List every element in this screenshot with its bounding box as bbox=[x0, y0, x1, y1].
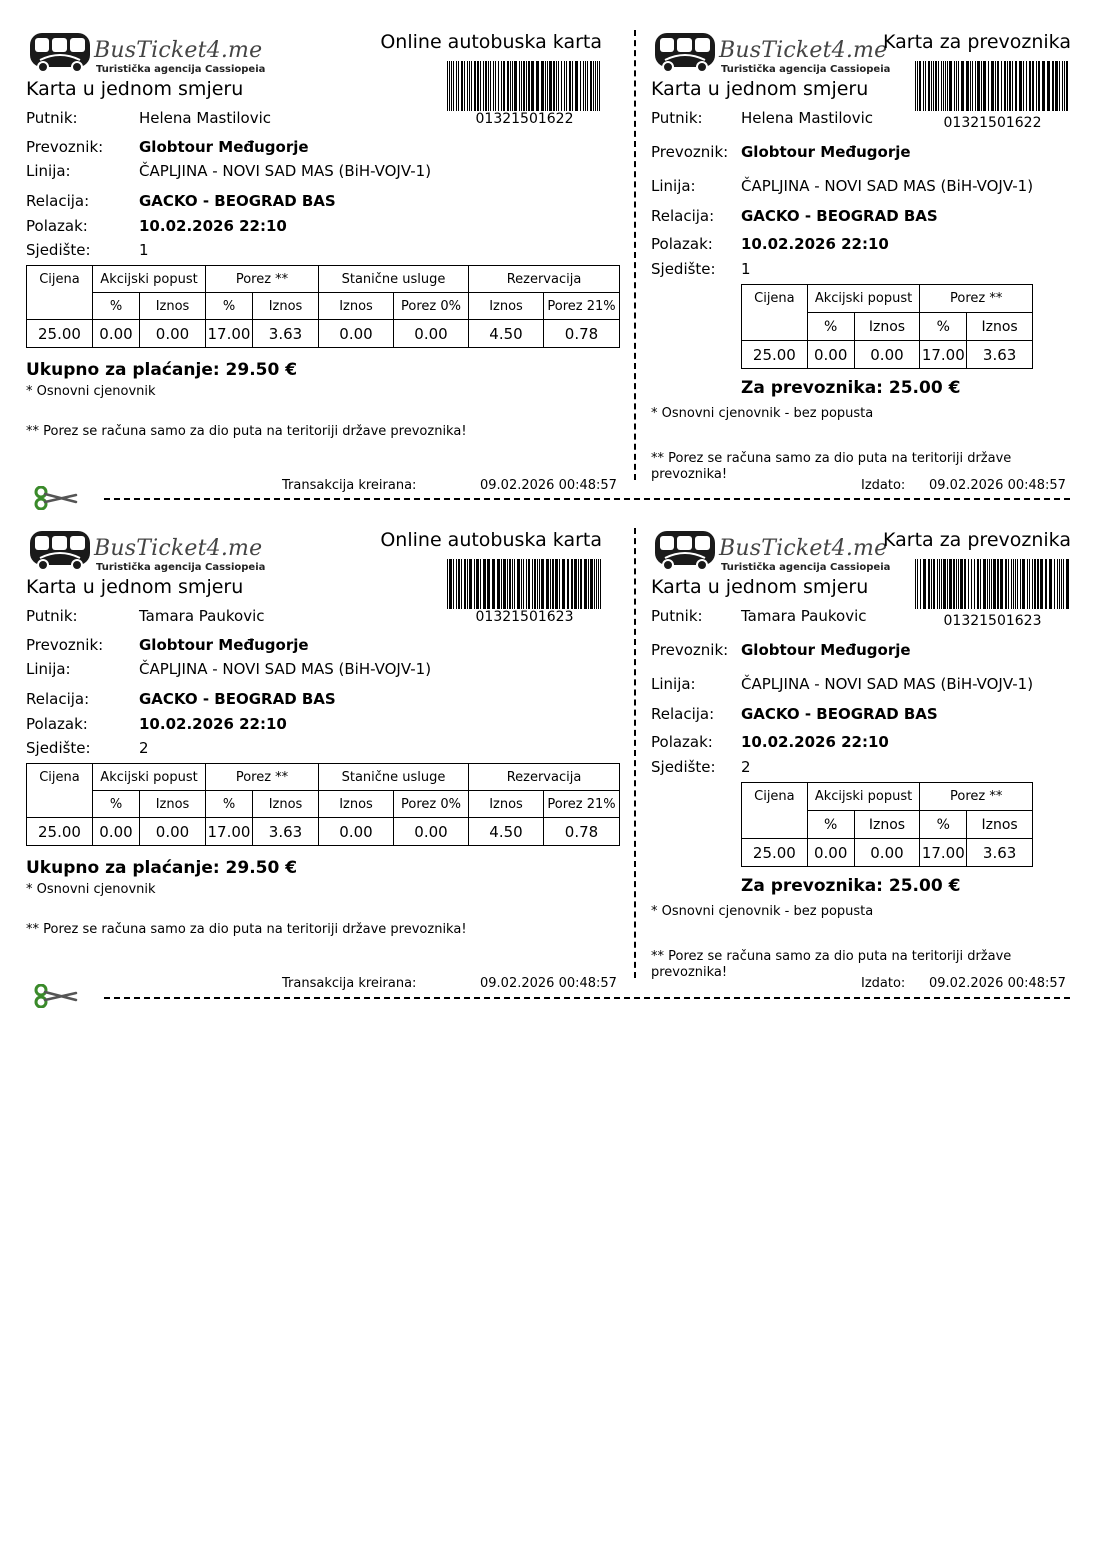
seat-number: 2 bbox=[139, 739, 149, 757]
departure-time: 10.02.2026 22:10 bbox=[741, 235, 889, 253]
col-popust-pct: % bbox=[807, 811, 854, 839]
note-tax: ** Porez se računa samo za dio puta na teritoriji države prevoznika! bbox=[651, 451, 1012, 482]
col-porez: Porez ** bbox=[920, 285, 1033, 313]
col-porez: Porez ** bbox=[206, 764, 319, 791]
price-cijena: 25.00 bbox=[27, 320, 93, 348]
label-prevoznik: Prevoznik: bbox=[651, 641, 729, 659]
price-stanicne-porez0: 0.00 bbox=[394, 818, 469, 846]
passenger-name: Tamara Paukovic bbox=[139, 607, 265, 625]
carrier-name: Globtour Međugorje bbox=[741, 641, 911, 659]
issued-time: 09.02.2026 00:48:57 bbox=[929, 478, 1066, 493]
bus-icon bbox=[653, 30, 717, 74]
col-rezervacija: Rezervacija bbox=[469, 266, 620, 293]
col-cijena: Cijena bbox=[742, 783, 808, 839]
col-stanicne-iznos: Iznos bbox=[319, 791, 394, 818]
col-rezervacija-iznos: Iznos bbox=[469, 791, 544, 818]
line-name: ČAPLJINA - NOVI SAD MAS (BiH-VOJV-1) bbox=[741, 177, 1034, 195]
barcode-number: 01321501622 bbox=[943, 115, 1042, 131]
label-putnik: Putnik: bbox=[651, 607, 703, 625]
label-putnik: Putnik: bbox=[651, 109, 703, 127]
note-pricelist: * Osnovni cjenovnik - bez popusta bbox=[651, 904, 874, 919]
passenger-ticket bbox=[26, 528, 620, 1018]
bus-icon bbox=[28, 528, 92, 572]
price-rezervacija-porez21: 0.78 bbox=[544, 818, 620, 846]
ticket-title: Online autobuska karta bbox=[380, 31, 602, 53]
price-popust-pct: 0.00 bbox=[93, 320, 140, 348]
col-stanicne-porez0: Porez 0% bbox=[394, 293, 469, 320]
ticket-row bbox=[0, 30, 1107, 528]
price-porez-pct: 17.00 bbox=[920, 839, 967, 867]
brand-logo bbox=[653, 30, 891, 76]
ticket-title: Online autobuska karta bbox=[380, 529, 602, 551]
brand-logo bbox=[653, 528, 891, 574]
note-tax: ** Porez se računa samo za dio puta na teritoriji države prevoznika! bbox=[26, 424, 467, 439]
col-rezervacija-porez21: Porez 21% bbox=[544, 791, 620, 818]
col-cijena: Cijena bbox=[27, 266, 93, 320]
label-issued: Izdato: bbox=[861, 478, 906, 493]
col-popust-pct: % bbox=[93, 293, 140, 320]
brand-name: BusTicket4.me bbox=[719, 536, 888, 561]
col-popust-iznos: Iznos bbox=[140, 293, 206, 320]
price-rezervacija-porez21: 0.78 bbox=[544, 320, 620, 348]
label-putnik: Putnik: bbox=[26, 109, 78, 127]
price-rezervacija-iznos: 4.50 bbox=[469, 320, 544, 348]
label-polazak: Polazak: bbox=[651, 733, 713, 751]
price-cijena: 25.00 bbox=[742, 839, 808, 867]
label-prevoznik: Prevoznik: bbox=[26, 138, 104, 156]
passenger-name: Helena Mastilovic bbox=[741, 109, 874, 127]
price-stanicne-iznos: 0.00 bbox=[319, 320, 394, 348]
transaction-time: 09.02.2026 00:48:57 bbox=[480, 478, 617, 493]
price-porez-iznos: 3.63 bbox=[253, 818, 319, 846]
horizontal-cut-line bbox=[104, 498, 1070, 500]
departure-time: 10.02.2026 22:10 bbox=[139, 217, 287, 235]
brand-agency: Turistička agencija Cassiopeia bbox=[96, 562, 266, 573]
label-transaction: Transakcija kreirana: bbox=[282, 976, 417, 991]
col-cijena: Cijena bbox=[742, 285, 808, 341]
note-tax: ** Porez se računa samo za dio puta na teritoriji države prevoznika! bbox=[651, 949, 1012, 980]
col-porez-pct: % bbox=[920, 811, 967, 839]
col-rezervacija: Rezervacija bbox=[469, 764, 620, 791]
transaction-time: 09.02.2026 00:48:57 bbox=[480, 976, 617, 991]
price-cijena: 25.00 bbox=[742, 341, 808, 369]
barcode-number: 01321501622 bbox=[475, 111, 574, 127]
carrier-ticket bbox=[651, 528, 1071, 1018]
bus-icon bbox=[653, 528, 717, 572]
barcode bbox=[447, 61, 602, 111]
line-name: ČAPLJINA - NOVI SAD MAS (BiH-VOJV-1) bbox=[741, 675, 1034, 693]
col-stanicne-usluge: Stanične usluge bbox=[319, 266, 469, 293]
label-linija: Linija: bbox=[651, 177, 696, 195]
scissors-icon bbox=[34, 486, 78, 510]
col-popust-pct: % bbox=[93, 791, 140, 818]
passenger-name: Helena Mastilovic bbox=[139, 109, 272, 127]
carrier-name: Globtour Međugorje bbox=[139, 138, 309, 156]
label-relacija: Relacija: bbox=[651, 705, 715, 723]
price-rezervacija-iznos: 4.50 bbox=[469, 818, 544, 846]
label-prevoznik: Prevoznik: bbox=[651, 143, 729, 161]
price-porez-iznos: 3.63 bbox=[967, 839, 1033, 867]
barcode-number: 01321501623 bbox=[943, 613, 1042, 629]
carrier-name: Globtour Međugorje bbox=[741, 143, 911, 161]
price-popust-pct: 0.00 bbox=[807, 839, 854, 867]
line-name: ČAPLJINA - NOVI SAD MAS (BiH-VOJV-1) bbox=[139, 660, 432, 678]
price-table bbox=[26, 763, 620, 846]
label-relacija: Relacija: bbox=[26, 690, 90, 708]
departure-time: 10.02.2026 22:10 bbox=[741, 733, 889, 751]
price-porez-pct: 17.00 bbox=[920, 341, 967, 369]
price-cijena: 25.00 bbox=[27, 818, 93, 846]
route-name: GACKO - BEOGRAD BAS bbox=[741, 705, 938, 723]
brand-agency: Turistička agencija Cassiopeia bbox=[721, 64, 891, 75]
seat-number: 1 bbox=[139, 241, 149, 259]
col-akcijski-popust: Akcijski popust bbox=[807, 285, 920, 313]
price-stanicne-iznos: 0.00 bbox=[319, 818, 394, 846]
label-prevoznik: Prevoznik: bbox=[26, 636, 104, 654]
col-porez-iznos: Iznos bbox=[967, 313, 1033, 341]
vertical-cut-line bbox=[634, 30, 636, 480]
brand-agency: Turistička agencija Cassiopeia bbox=[721, 562, 891, 573]
route-name: GACKO - BEOGRAD BAS bbox=[139, 192, 336, 210]
ticket-type: Karta u jednom smjeru bbox=[651, 576, 869, 598]
label-sjediste: Sjedište: bbox=[26, 739, 91, 757]
label-putnik: Putnik: bbox=[26, 607, 78, 625]
price-table bbox=[741, 782, 1033, 867]
col-porez: Porez ** bbox=[206, 266, 319, 293]
note-pricelist: * Osnovni cjenovnik bbox=[26, 384, 156, 399]
price-popust-iznos: 0.00 bbox=[854, 839, 920, 867]
seat-number: 2 bbox=[741, 758, 751, 776]
route-name: GACKO - BEOGRAD BAS bbox=[741, 207, 938, 225]
note-pricelist: * Osnovni cjenovnik bbox=[26, 882, 156, 897]
brand-name: BusTicket4.me bbox=[94, 536, 263, 561]
ticket-row bbox=[0, 528, 1107, 1026]
label-sjediste: Sjedište: bbox=[651, 758, 716, 776]
price-porez-pct: 17.00 bbox=[206, 818, 253, 846]
line-name: ČAPLJINA - NOVI SAD MAS (BiH-VOJV-1) bbox=[139, 162, 432, 180]
label-issued: Izdato: bbox=[861, 976, 906, 991]
table-row bbox=[27, 320, 620, 348]
col-porez-pct: % bbox=[206, 293, 253, 320]
col-popust-pct: % bbox=[807, 313, 854, 341]
carrier-amount: Za prevoznika: 25.00 € bbox=[741, 876, 961, 896]
ticket-type: Karta u jednom smjeru bbox=[651, 78, 869, 100]
carrier-amount: Za prevoznika: 25.00 € bbox=[741, 378, 961, 398]
label-relacija: Relacija: bbox=[651, 207, 715, 225]
table-row bbox=[742, 839, 1033, 867]
label-polazak: Polazak: bbox=[26, 217, 88, 235]
price-popust-iznos: 0.00 bbox=[854, 341, 920, 369]
brand-name: BusTicket4.me bbox=[94, 38, 263, 63]
label-polazak: Polazak: bbox=[651, 235, 713, 253]
label-sjediste: Sjedište: bbox=[651, 260, 716, 278]
col-porez-pct: % bbox=[206, 791, 253, 818]
col-cijena: Cijena bbox=[27, 764, 93, 818]
price-table bbox=[741, 284, 1033, 369]
col-akcijski-popust: Akcijski popust bbox=[93, 266, 206, 293]
seat-number: 1 bbox=[741, 260, 751, 278]
col-popust-iznos: Iznos bbox=[140, 791, 206, 818]
col-rezervacija-porez21: Porez 21% bbox=[544, 293, 620, 320]
col-porez: Porez ** bbox=[920, 783, 1033, 811]
price-porez-pct: 17.00 bbox=[206, 320, 253, 348]
col-porez-iznos: Iznos bbox=[253, 791, 319, 818]
col-stanicne-iznos: Iznos bbox=[319, 293, 394, 320]
vertical-cut-line bbox=[634, 528, 636, 978]
col-porez-iznos: Iznos bbox=[967, 811, 1033, 839]
col-popust-iznos: Iznos bbox=[854, 313, 920, 341]
price-porez-iznos: 3.63 bbox=[253, 320, 319, 348]
brand-logo bbox=[28, 528, 266, 574]
carrier-name: Globtour Međugorje bbox=[139, 636, 309, 654]
col-popust-iznos: Iznos bbox=[854, 811, 920, 839]
route-name: GACKO - BEOGRAD BAS bbox=[139, 690, 336, 708]
barcode bbox=[447, 559, 602, 609]
price-table bbox=[26, 265, 620, 348]
brand-name: BusTicket4.me bbox=[719, 38, 888, 63]
price-popust-pct: 0.00 bbox=[807, 341, 854, 369]
price-popust-pct: 0.00 bbox=[93, 818, 140, 846]
note-tax: ** Porez se računa samo za dio puta na teritoriji države prevoznika! bbox=[26, 922, 467, 937]
price-porez-iznos: 3.63 bbox=[967, 341, 1033, 369]
table-row bbox=[27, 818, 620, 846]
label-relacija: Relacija: bbox=[26, 192, 90, 210]
ticket-type: Karta u jednom smjeru bbox=[26, 78, 244, 100]
brand-agency: Turistička agencija Cassiopeia bbox=[96, 64, 266, 75]
col-akcijski-popust: Akcijski popust bbox=[807, 783, 920, 811]
col-rezervacija-iznos: Iznos bbox=[469, 293, 544, 320]
ticket-title: Karta za prevoznika bbox=[883, 529, 1071, 551]
total-amount: Ukupno za plaćanje: 29.50 € bbox=[26, 858, 298, 878]
barcode bbox=[915, 559, 1070, 609]
scissors-icon bbox=[34, 984, 78, 1008]
label-linija: Linija: bbox=[26, 660, 71, 678]
col-akcijski-popust: Akcijski popust bbox=[93, 764, 206, 791]
label-transaction: Transakcija kreirana: bbox=[282, 478, 417, 493]
label-polazak: Polazak: bbox=[26, 715, 88, 733]
passenger-name: Tamara Paukovic bbox=[741, 607, 867, 625]
price-stanicne-porez0: 0.00 bbox=[394, 320, 469, 348]
brand-logo bbox=[28, 30, 266, 76]
horizontal-cut-line bbox=[104, 997, 1070, 999]
col-porez-iznos: Iznos bbox=[253, 293, 319, 320]
label-linija: Linija: bbox=[26, 162, 71, 180]
ticket-title: Karta za prevoznika bbox=[883, 31, 1071, 53]
ticket-type: Karta u jednom smjeru bbox=[26, 576, 244, 598]
passenger-ticket bbox=[26, 30, 620, 520]
issued-time: 09.02.2026 00:48:57 bbox=[929, 976, 1066, 991]
barcode bbox=[915, 61, 1070, 111]
carrier-ticket bbox=[651, 30, 1071, 520]
col-stanicne-porez0: Porez 0% bbox=[394, 791, 469, 818]
label-linija: Linija: bbox=[651, 675, 696, 693]
table-row bbox=[742, 341, 1033, 369]
price-popust-iznos: 0.00 bbox=[140, 818, 206, 846]
departure-time: 10.02.2026 22:10 bbox=[139, 715, 287, 733]
col-porez-pct: % bbox=[920, 313, 967, 341]
total-amount: Ukupno za plaćanje: 29.50 € bbox=[26, 360, 298, 380]
note-pricelist: * Osnovni cjenovnik - bez popusta bbox=[651, 406, 874, 421]
bus-icon bbox=[28, 30, 92, 74]
barcode-number: 01321501623 bbox=[475, 609, 574, 625]
price-popust-iznos: 0.00 bbox=[140, 320, 206, 348]
col-stanicne-usluge: Stanične usluge bbox=[319, 764, 469, 791]
label-sjediste: Sjedište: bbox=[26, 241, 91, 259]
